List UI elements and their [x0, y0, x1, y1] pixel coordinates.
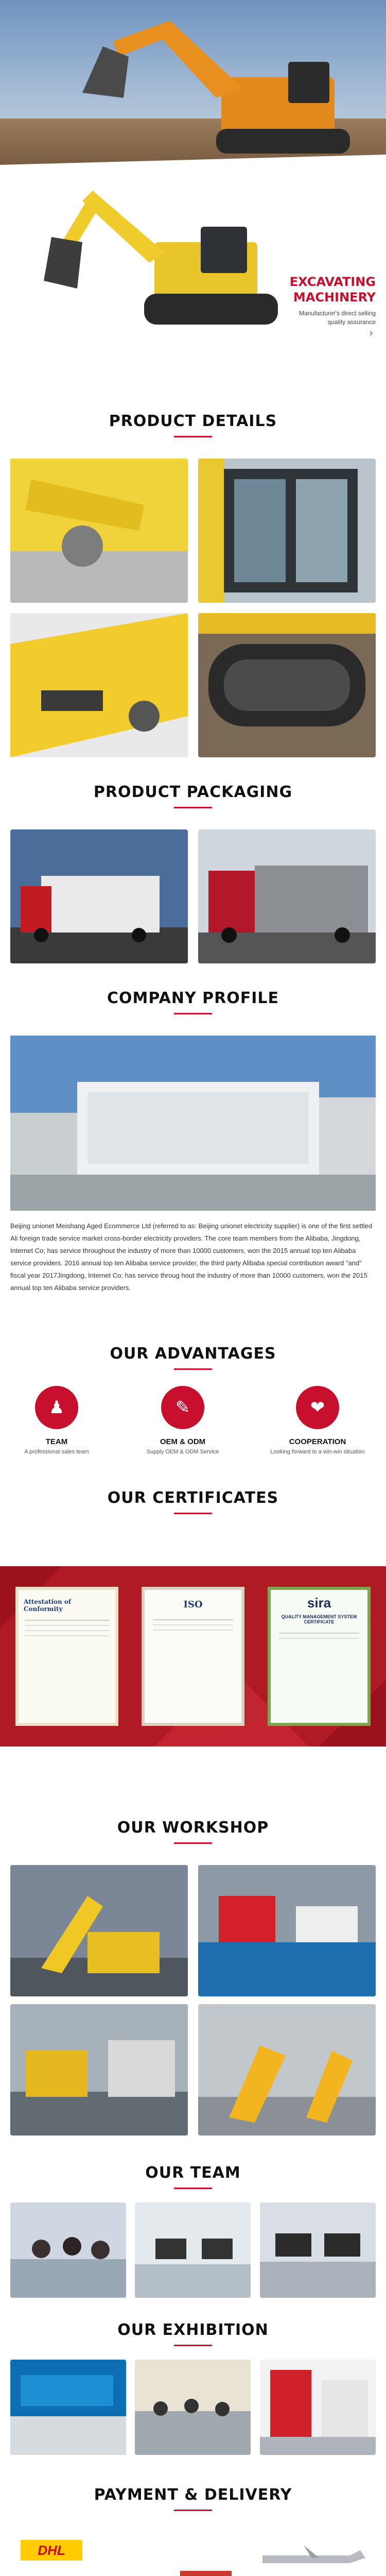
- title-underline: [174, 1842, 212, 1844]
- hero-heading: [247, 274, 376, 305]
- team-photo-3: [260, 2202, 376, 2298]
- oem-icon: ✎: [161, 1386, 204, 1429]
- title-underline: [174, 2510, 212, 2511]
- handshake-icon: ❤: [296, 1386, 339, 1429]
- hero-heading-line2: MACHINERY: [293, 290, 376, 304]
- product-photo-4: [198, 613, 376, 757]
- dhl-logo-text: DHL: [38, 2542, 65, 2558]
- certificate-3-brand: sira: [307, 1595, 331, 1611]
- title-underline: [174, 1368, 212, 1370]
- packaging-photo-1: [10, 829, 188, 963]
- team-icon: ♟: [35, 1386, 78, 1429]
- dhl-logo: [21, 2540, 82, 2561]
- advantage-subtitle-cooperation: Looking forward to a win-win situation: [270, 1449, 365, 1455]
- workshop-photo-1: [10, 1865, 188, 1996]
- workshop-photo-3: [10, 2004, 188, 2136]
- section-title-advantages: OUR ADVANTAGES: [110, 1345, 276, 1363]
- team-photo-2: [135, 2202, 251, 2298]
- advantage-title-team: TEAM: [45, 1437, 68, 1446]
- section-title-product-details: PRODUCT DETAILS: [109, 412, 277, 430]
- certificate-3-title: QUALITY MANAGEMENT SYSTEM CERTIFICATE: [281, 1614, 357, 1624]
- advantage-title-cooperation: COOPERATION: [289, 1437, 346, 1446]
- hero-chevron-icon: ›: [370, 328, 373, 338]
- section-title-exhibition: OUR EXHIBITION: [117, 2321, 269, 2339]
- title-underline: [174, 807, 212, 808]
- certificate-2-title: ISO: [183, 1599, 203, 1610]
- workshop-photo-2: [198, 1865, 376, 1996]
- section-title-team: OUR TEAM: [145, 2164, 241, 2182]
- title-underline: [174, 2345, 212, 2346]
- hero-banner: [0, 0, 386, 371]
- exhibition-photo-1: [10, 2360, 126, 2455]
- section-title-product-packaging: PRODUCT PACKAGING: [93, 783, 293, 801]
- product-photo-3: [10, 613, 188, 757]
- title-underline: [174, 436, 212, 437]
- company-profile-text: Beijing unionet Meishang Aged Ecommerce Ltd (referred to as: Beijing unionet electricity supplier) is one of the first settled Ali foreign trade service market cross-border electricity providers. The core team members from the Alibaba, Jingdong, Internet Co; has service throughout the industry of more than 10000 customers, won the 2015 annual top ten Alibaba service providers. 2016 annual top ten Alibaba service provider, the third party Alibaba special contribution award "and" fiscal year 2017Jingdong, Internet Co; has service throug hout the industry of more than 10000 customers, won the 2015 annual top ten Alibaba service providers.: [10, 1222, 373, 1292]
- workshop-photo-4: [198, 2004, 376, 2136]
- advantage-subtitle-oem: Supply OEM & ODM Service: [146, 1449, 219, 1455]
- title-underline: [174, 1013, 212, 1014]
- advantage-subtitle-team: A professional sales team: [24, 1449, 89, 1455]
- hero-heading-line1: EXCAVATING: [289, 275, 376, 289]
- certificate-1: [15, 1587, 118, 1726]
- advantage-title-oem: OEM & ODM: [160, 1437, 206, 1446]
- team-photo-1: [10, 2202, 126, 2298]
- hero-subtitle: Manufacturer's direct selling quality assurance: [299, 310, 376, 326]
- transport-illustration: [134, 2535, 376, 2576]
- section-title-payment-delivery: PAYMENT & DELIVERY: [94, 2486, 292, 2504]
- section-title-company-profile: COMPANY PROFILE: [107, 989, 279, 1007]
- product-photo-2: [198, 459, 376, 603]
- section-title-workshop: OUR WORKSHOP: [117, 1819, 269, 1837]
- exhibition-photo-3: [260, 2360, 376, 2455]
- exhibition-photo-2: [135, 2360, 251, 2455]
- title-underline: [174, 2188, 212, 2189]
- product-photo-1: [10, 459, 188, 603]
- title-underline: [174, 1513, 212, 1514]
- certificate-3: [268, 1587, 371, 1726]
- certificate-2: [142, 1587, 244, 1726]
- company-building-photo: [10, 1036, 376, 1211]
- packaging-photo-2: [198, 829, 376, 963]
- section-title-certificates: OUR CERTIFICATES: [107, 1489, 279, 1507]
- certificate-1-title: Attestation of Conformity: [24, 1598, 72, 1613]
